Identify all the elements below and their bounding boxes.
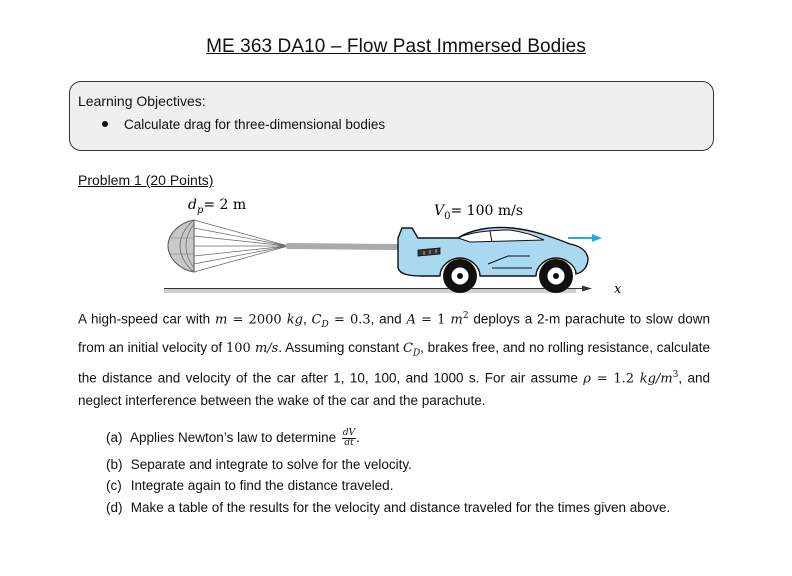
parachute-icon <box>168 220 194 272</box>
figure-drawing <box>140 194 630 298</box>
problem-heading: Problem 1 (20 Points) <box>78 172 214 188</box>
velocity-arrow-icon <box>592 234 602 242</box>
parachute-diameter-label: $d_p= 2$ m <box>188 197 247 216</box>
x-axis-label: x <box>614 282 622 297</box>
objective-text: Calculate drag for three-dimensional bodies <box>124 117 386 132</box>
tow-cable <box>288 246 398 247</box>
task-b: (b) Separate and integrate to solve for the velocity. <box>106 457 412 472</box>
task-d: (d) Make a table of the results for the velocity and distance traveled for the times given above. <box>106 500 671 515</box>
race-car-icon <box>398 227 588 293</box>
bullet-icon <box>102 121 108 127</box>
task-a: (a) Applies Newton’s law to determine $\frac{dV}{dt}$ . <box>106 427 360 448</box>
dv-dt-fraction: $\frac{dV}{dt}$ <box>342 427 356 448</box>
parachute-lines <box>194 220 288 272</box>
learning-objectives-box <box>69 81 714 151</box>
page-title: ME 363 DA10 – Flow Past Immersed Bodies <box>206 36 586 57</box>
objective-item <box>102 117 385 132</box>
task-c: (c) Integrate again to find the distance traveled. <box>106 478 394 493</box>
x-axis-arrow-icon <box>582 286 592 292</box>
problem-statement: A high-speed car with m = 2000 kg, $C_D = 0.3$, and A = 1 $m^2$ deploys a 2-m parachute to slow down from an initial velocity of 100 m/s. Assuming constant $C_D$, brakes free, and no rolling resistance, calculate the distance and velocity of the car after 1, 10, 100, and 1000 s. For air assume ρ = 1.2 $kg/m^3$, and neglect interference between the wake of the car and the parachute. <box>78 311 711 409</box>
objectives-heading: Learning Objectives: <box>78 93 206 109</box>
car-parachute-figure <box>140 194 630 303</box>
velocity-label: $V_0= 100$ m/s <box>434 203 524 222</box>
